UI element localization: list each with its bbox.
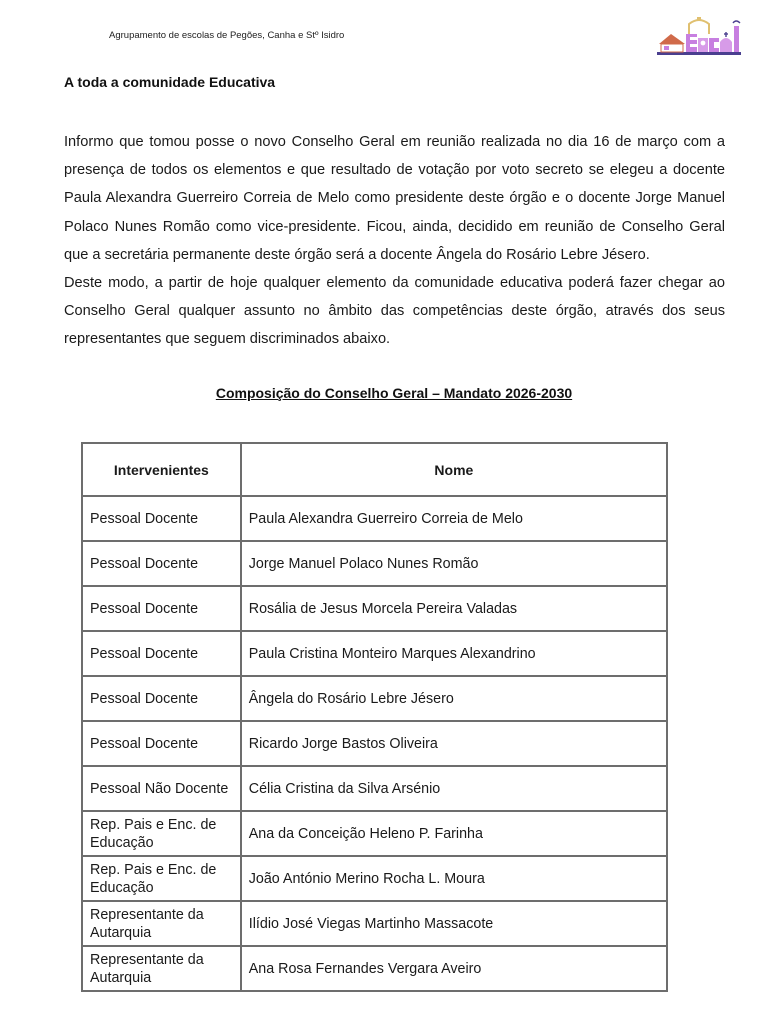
name-cell: Paula Alexandra Guerreiro Correia de Melo: [241, 496, 667, 541]
table-row: [82, 541, 667, 586]
table-row: [82, 766, 667, 811]
organization-name: Agrupamento de escolas de Pegões, Canha e Stº Isidro: [109, 30, 345, 41]
paragraph: Informo que tomou posse o novo Conselho Geral em reunião realizada no dia 16 de março com a presença de todos os elementos e que resultado de votação por voto secreto se elegeu a docente Paula Alexandra Guerreiro Correia de Melo como presidente deste órgão e o docente Jorge Manuel Polaco Nunes Romão como vice-presidente. Ficou, ainda, decidido em reunião de Conselho Geral que a secretária permanente deste órgão será a docente Ângela do Rosário Lebre Jésero.: [64, 134, 725, 263]
table-row: [82, 586, 667, 631]
table-title: Composição do Conselho Geral – Mandato 2026-2030: [215, 385, 573, 401]
table-row: [82, 676, 667, 721]
table-row: [82, 946, 667, 991]
role-cell: Rep. Pais e Enc. de Educação: [82, 856, 241, 901]
name-cell: Ricardo Jorge Bastos Oliveira: [241, 721, 667, 766]
letter-greeting: A toda a comunidade Educativa: [64, 74, 276, 90]
table-row: [82, 631, 667, 676]
column-header-nome: Nome: [241, 443, 667, 496]
table-row: [82, 721, 667, 766]
role-cell: Pessoal Não Docente: [82, 766, 241, 811]
table-row: [82, 496, 667, 541]
table-row: [82, 856, 667, 901]
table-header-row: [82, 443, 667, 496]
role-cell: Rep. Pais e Enc. de Educação: [82, 811, 241, 856]
role-cell: Pessoal Docente: [82, 631, 241, 676]
name-cell: Ilídio José Viegas Martinho Massacote: [241, 901, 667, 946]
name-cell: Ana Rosa Fernandes Vergara Aveiro: [241, 946, 667, 991]
name-cell: Paula Cristina Monteiro Marques Alexandrino: [241, 631, 667, 676]
role-cell: Pessoal Docente: [82, 721, 241, 766]
name-cell: João António Merino Rocha L. Moura: [241, 856, 667, 901]
role-cell: Pessoal Docente: [82, 676, 241, 721]
role-cell: Representante da Autarquia: [82, 901, 241, 946]
council-composition-table: [81, 442, 668, 992]
name-cell: Rosália de Jesus Morcela Pereira Valadas: [241, 586, 667, 631]
table-row: [82, 811, 667, 856]
paragraph: Deste modo, a partir de hoje qualquer elemento da comunidade educativa poderá fazer chegar ao Conselho Geral qualquer assunto no âmbito das competências deste órgão, através dos seus representantes que seguem discriminados abaixo.: [64, 275, 725, 348]
table-row: [82, 901, 667, 946]
letter-body: [64, 128, 725, 354]
name-cell: Ângela do Rosário Lebre Jésero: [241, 676, 667, 721]
name-cell: Ana da Conceição Heleno P. Farinha: [241, 811, 667, 856]
column-header-intervenientes: Intervenientes: [82, 443, 241, 496]
name-cell: Jorge Manuel Polaco Nunes Romão: [241, 541, 667, 586]
role-cell: Pessoal Docente: [82, 496, 241, 541]
name-cell: Célia Cristina da Silva Arsénio: [241, 766, 667, 811]
role-cell: Representante da Autarquia: [82, 946, 241, 991]
school-logo-icon: [655, 14, 745, 60]
role-cell: Pessoal Docente: [82, 586, 241, 631]
role-cell: Pessoal Docente: [82, 541, 241, 586]
